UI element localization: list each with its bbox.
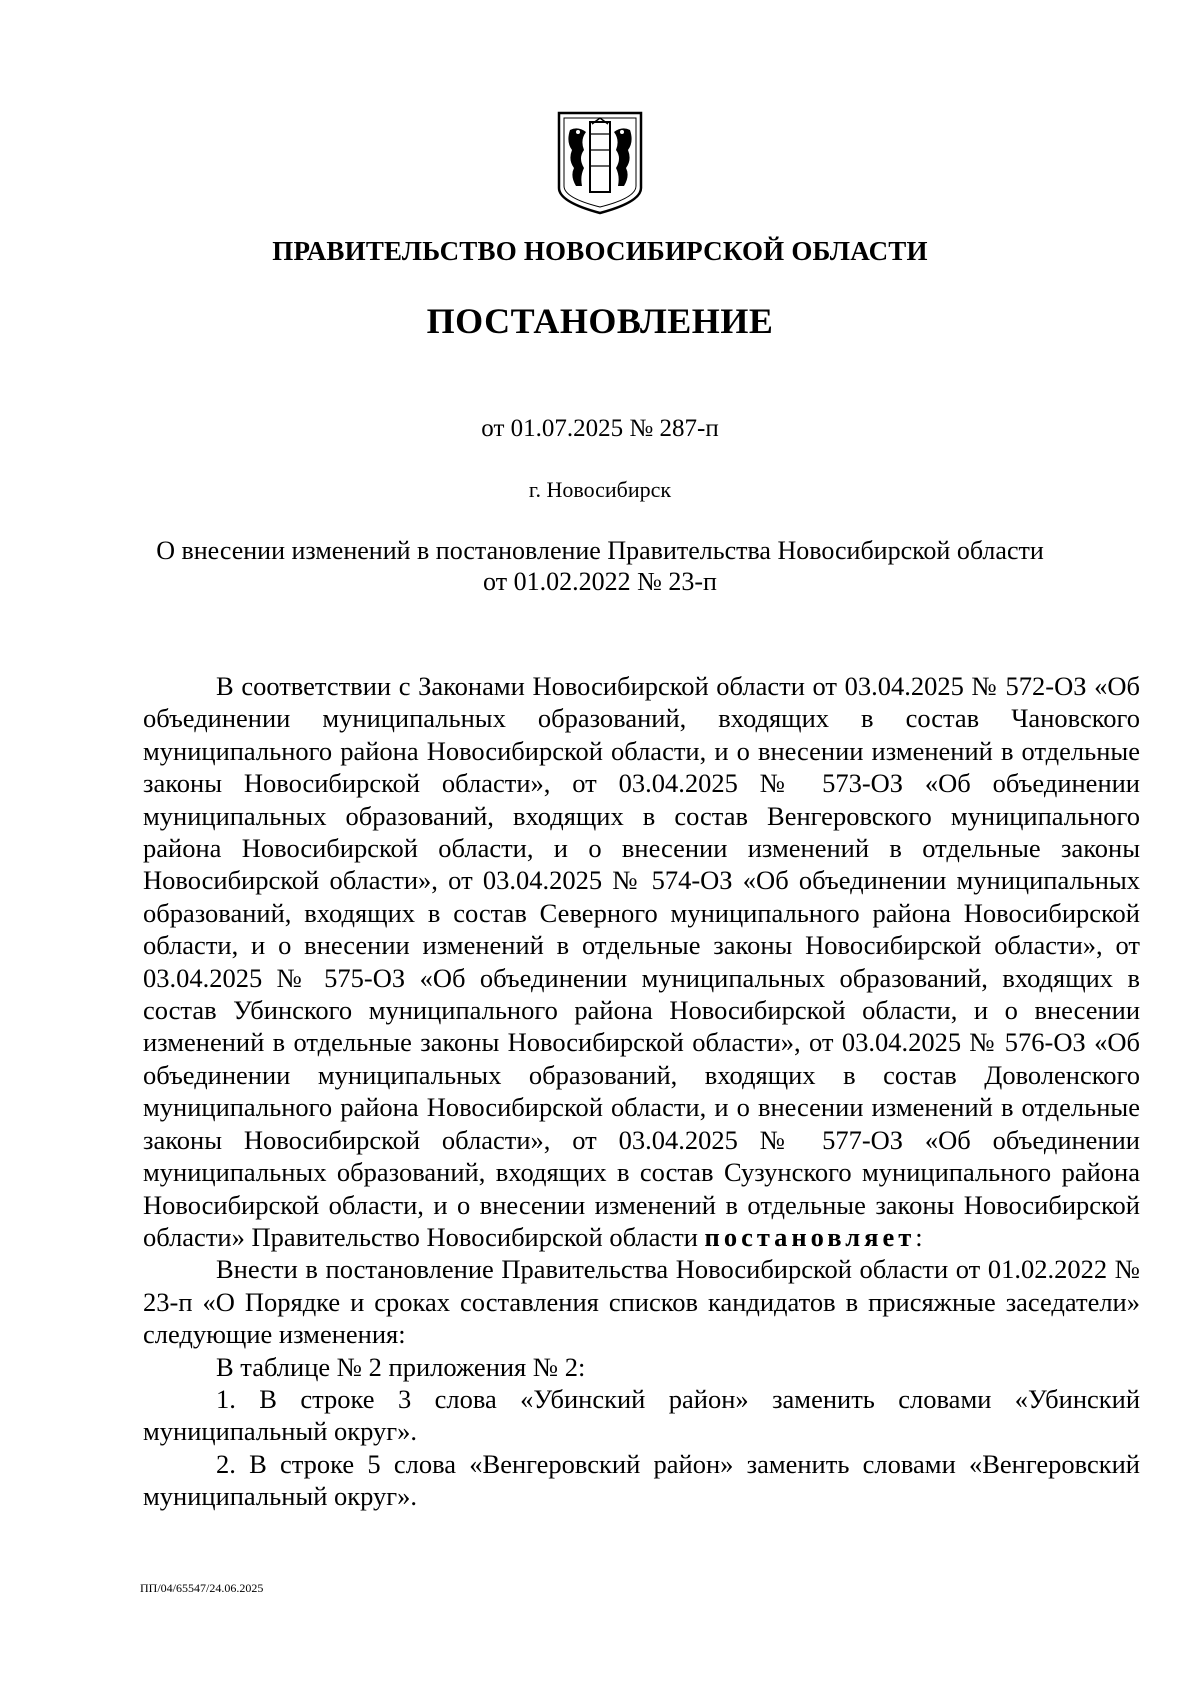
date-number-line: от 01.07.2025 № 287-п <box>481 415 719 442</box>
document-body <box>143 670 1140 1513</box>
resolves-keyword: постановляет <box>704 1221 916 1252</box>
body-paragraph-table-ref: В таблице № 2 приложения № 2: <box>216 1351 586 1382</box>
document-subject <box>140 535 1060 597</box>
coat-of-arms-icon <box>556 110 644 216</box>
body-paragraph-amend: Внести в постановление Правительства Новосибирской области от 01.02.2022 № 23-п «О Порядке и сроках составления списков кандидатов в присяжные заседатели» следующие изменения: <box>143 1254 1140 1350</box>
subject-line-1: О внесении изменений в постановление Правительства Новосибирской области <box>156 536 1044 565</box>
body-paragraph-preamble <box>143 670 1140 1253</box>
preamble-colon: : <box>915 1221 923 1252</box>
organization-title: ПРАВИТЕЛЬСТВО НОВОСИБИРСКОЙ ОБЛАСТИ <box>272 236 928 266</box>
subject-line-2: от 01.02.2022 № 23-п <box>483 567 717 596</box>
body-paragraph-item-2: 2. В строке 5 слова «Венгеровский район» заменить словами «Венгеровский муниципальный округ». <box>143 1448 1140 1512</box>
footer-code: ПП/04/65547/24.06.2025 <box>140 1581 264 1595</box>
document-type-title: ПОСТАНОВЛЕНИЕ <box>426 301 774 341</box>
city-line: г. Новосибирск <box>528 477 672 502</box>
preamble-text: В соответствии с Законами Новосибирской области от 03.04.2025 № 572-ОЗ «Об объединении муниципальных образований, входящих в состав Чановского муниципального района Новосибирской области, и о внесении изменений в отдельные законы Новосибирской области», от 03.04.2025 № 573-ОЗ «Об объединении муниципальных образований, входящих в состав Венгеровского муниципального района Новосибирской области, и о внесении изменений в отдельные законы Новосибирской области», от 03.04.2025 № 574-ОЗ «Об объединении муниципальных образований, входящих в состав Северного муниципального района Новосибирской области, и о внесении изменений в отдельные законы Новосибирской области», от 03.04.2025 № 575-ОЗ «Об объединении муниципальных образований, входящих в состав Убинского муниципального района Новосибирской области, и о внесении изменений в отдельные законы Новосибирской области», от 03.04.2025 № 576-ОЗ «Об объединении муниципальных образований, входящих в состав Доволенского муниципального района Новосибирской области, и о внесении изменений в отдельные законы Новосибирской области», от 03.04.2025 № 577-ОЗ «Об объединении муниципальных образований, входящих в состав Сузунского муниципального района Новосибирской области, и о внесении изменений в отдельные законы Новосибирской области» Правительство Новосибирской области <box>143 671 1140 1252</box>
body-paragraph-item-1: 1. В строке 3 слова «Убинский район» заменить словами «Убинский муниципальный округ». <box>143 1383 1140 1447</box>
